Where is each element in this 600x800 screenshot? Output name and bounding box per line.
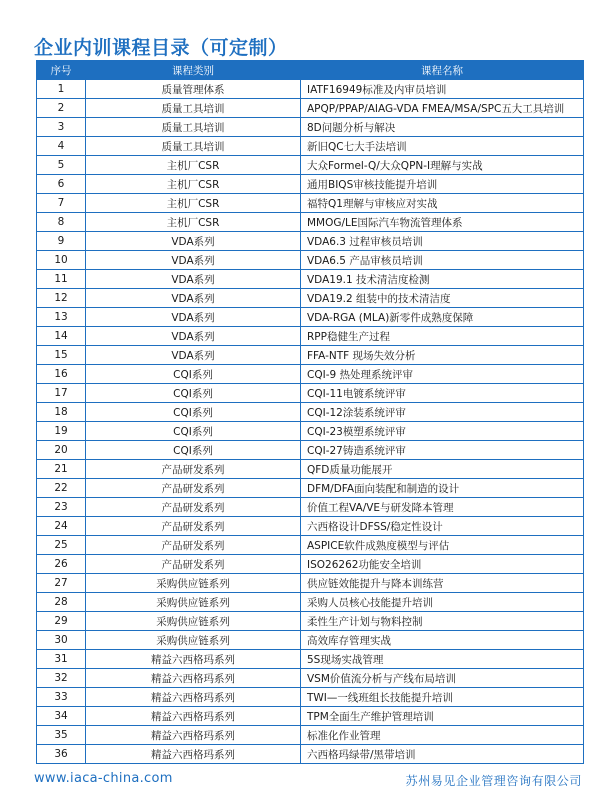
row-number: 1 bbox=[37, 80, 86, 99]
row-number: 31 bbox=[37, 650, 86, 669]
row-category: 质量工具培训 bbox=[86, 118, 301, 137]
table-row bbox=[37, 175, 584, 194]
row-category: 采购供应链系列 bbox=[86, 593, 301, 612]
page-title: 企业内训课程目录（可定制） bbox=[34, 37, 288, 59]
row-number: 22 bbox=[37, 479, 86, 498]
row-course-name: 供应链效能提升与降本训练营 bbox=[301, 574, 584, 593]
row-course-name: CQI-9 热处理系统评审 bbox=[301, 365, 584, 384]
row-number: 34 bbox=[37, 707, 86, 726]
table-row bbox=[37, 593, 584, 612]
row-category: VDA系列 bbox=[86, 346, 301, 365]
row-category: 精益六西格玛系列 bbox=[86, 688, 301, 707]
row-course-name: 5S现场实战管理 bbox=[301, 650, 584, 669]
row-category: CQI系列 bbox=[86, 403, 301, 422]
row-number: 24 bbox=[37, 517, 86, 536]
table-row bbox=[37, 289, 584, 308]
row-number: 26 bbox=[37, 555, 86, 574]
row-course-name: VDA6.3 过程审核员培训 bbox=[301, 232, 584, 251]
table-row bbox=[37, 99, 584, 118]
row-category: 主机厂CSR bbox=[86, 156, 301, 175]
table-row bbox=[37, 612, 584, 631]
table-row bbox=[37, 460, 584, 479]
table-row bbox=[37, 346, 584, 365]
row-course-name: FFA-NTF 现场失效分析 bbox=[301, 346, 584, 365]
row-category: 精益六西格玛系列 bbox=[86, 726, 301, 745]
row-number: 30 bbox=[37, 631, 86, 650]
row-category: VDA系列 bbox=[86, 270, 301, 289]
row-number: 5 bbox=[37, 156, 86, 175]
row-course-name: IATF16949标准及内审员培训 bbox=[301, 80, 584, 99]
row-course-name: CQI-11电镀系统评审 bbox=[301, 384, 584, 403]
row-course-name: VSM价值流分析与产线布局培训 bbox=[301, 669, 584, 688]
table-row bbox=[37, 726, 584, 745]
table-row bbox=[37, 422, 584, 441]
row-category: 质量工具培训 bbox=[86, 137, 301, 156]
table-body bbox=[37, 80, 584, 764]
row-number: 36 bbox=[37, 745, 86, 764]
table-row bbox=[37, 536, 584, 555]
table-row bbox=[37, 365, 584, 384]
row-course-name: VDA19.2 组装中的技术清洁度 bbox=[301, 289, 584, 308]
course-catalog-table bbox=[36, 60, 584, 764]
row-course-name: ISO26262功能安全培训 bbox=[301, 555, 584, 574]
table-row bbox=[37, 650, 584, 669]
row-course-name: 大众Formel-Q/大众QPN-I理解与实战 bbox=[301, 156, 584, 175]
row-number: 16 bbox=[37, 365, 86, 384]
row-number: 32 bbox=[37, 669, 86, 688]
row-category: CQI系列 bbox=[86, 441, 301, 460]
row-category: 精益六西格玛系列 bbox=[86, 650, 301, 669]
row-category: 产品研发系列 bbox=[86, 460, 301, 479]
row-category: CQI系列 bbox=[86, 384, 301, 403]
table-row bbox=[37, 232, 584, 251]
footer-company: 苏州易见企业管理咨询有限公司 bbox=[405, 774, 582, 788]
table-row bbox=[37, 479, 584, 498]
row-number: 3 bbox=[37, 118, 86, 137]
table-row bbox=[37, 555, 584, 574]
table-row bbox=[37, 441, 584, 460]
row-course-name: 8D问题分析与解决 bbox=[301, 118, 584, 137]
table-row bbox=[37, 80, 584, 99]
table-row bbox=[37, 498, 584, 517]
row-category: VDA系列 bbox=[86, 232, 301, 251]
row-course-name: 价值工程VA/VE与研发降本管理 bbox=[301, 498, 584, 517]
row-course-name: TWI—一线班组长技能提升培训 bbox=[301, 688, 584, 707]
row-category: 采购供应链系列 bbox=[86, 612, 301, 631]
row-number: 10 bbox=[37, 251, 86, 270]
table-row bbox=[37, 517, 584, 536]
row-course-name: CQI-23模塑系统评审 bbox=[301, 422, 584, 441]
row-course-name: 标准化作业管理 bbox=[301, 726, 584, 745]
table-row bbox=[37, 688, 584, 707]
row-number: 19 bbox=[37, 422, 86, 441]
row-category: CQI系列 bbox=[86, 422, 301, 441]
row-category: VDA系列 bbox=[86, 251, 301, 270]
table-header-row bbox=[37, 61, 584, 80]
row-category: 精益六西格玛系列 bbox=[86, 707, 301, 726]
table-row bbox=[37, 118, 584, 137]
row-course-name: VDA6.5 产品审核员培训 bbox=[301, 251, 584, 270]
header-number: 序号 bbox=[37, 61, 86, 80]
row-category: CQI系列 bbox=[86, 365, 301, 384]
row-number: 27 bbox=[37, 574, 86, 593]
row-course-name: APQP/PPAP/AIAG-VDA FMEA/MSA/SPC五大工具培训 bbox=[301, 99, 584, 118]
row-category: 主机厂CSR bbox=[86, 194, 301, 213]
table-row bbox=[37, 194, 584, 213]
row-category: 产品研发系列 bbox=[86, 555, 301, 574]
row-course-name: 新旧QC七大手法培训 bbox=[301, 137, 584, 156]
row-number: 17 bbox=[37, 384, 86, 403]
row-number: 8 bbox=[37, 213, 86, 232]
row-course-name: VDA-RGA (MLA)新零件成熟度保障 bbox=[301, 308, 584, 327]
row-number: 11 bbox=[37, 270, 86, 289]
row-course-name: MMOG/LE国际汽车物流管理体系 bbox=[301, 213, 584, 232]
row-course-name: 柔性生产计划与物料控制 bbox=[301, 612, 584, 631]
footer-website[interactable]: www.iaca-china.com bbox=[34, 771, 173, 786]
row-course-name: 通用BIQS审核技能提升培训 bbox=[301, 175, 584, 194]
table-row bbox=[37, 707, 584, 726]
row-number: 21 bbox=[37, 460, 86, 479]
row-number: 33 bbox=[37, 688, 86, 707]
row-number: 23 bbox=[37, 498, 86, 517]
table-row bbox=[37, 251, 584, 270]
row-category: 采购供应链系列 bbox=[86, 631, 301, 650]
row-category: 产品研发系列 bbox=[86, 517, 301, 536]
row-number: 12 bbox=[37, 289, 86, 308]
row-category: VDA系列 bbox=[86, 308, 301, 327]
row-category: 质量管理体系 bbox=[86, 80, 301, 99]
row-number: 15 bbox=[37, 346, 86, 365]
row-category: 主机厂CSR bbox=[86, 175, 301, 194]
row-category: 产品研发系列 bbox=[86, 536, 301, 555]
row-course-name: CQI-27铸造系统评审 bbox=[301, 441, 584, 460]
table-row bbox=[37, 745, 584, 764]
row-course-name: 采购人员核心技能提升培训 bbox=[301, 593, 584, 612]
row-course-name: 六西格玛绿带/黑带培训 bbox=[301, 745, 584, 764]
row-category: 主机厂CSR bbox=[86, 213, 301, 232]
table-row bbox=[37, 327, 584, 346]
row-category: VDA系列 bbox=[86, 289, 301, 308]
row-course-name: 福特Q1理解与审核应对实战 bbox=[301, 194, 584, 213]
table-row bbox=[37, 156, 584, 175]
row-course-name: VDA19.1 技术清洁度检测 bbox=[301, 270, 584, 289]
table-row bbox=[37, 270, 584, 289]
row-number: 4 bbox=[37, 137, 86, 156]
row-course-name: TPM全面生产维护管理培训 bbox=[301, 707, 584, 726]
table-row bbox=[37, 137, 584, 156]
table-row bbox=[37, 403, 584, 422]
row-number: 6 bbox=[37, 175, 86, 194]
row-number: 18 bbox=[37, 403, 86, 422]
table-row bbox=[37, 384, 584, 403]
row-number: 29 bbox=[37, 612, 86, 631]
table-row bbox=[37, 308, 584, 327]
row-category: 采购供应链系列 bbox=[86, 574, 301, 593]
row-number: 25 bbox=[37, 536, 86, 555]
row-course-name: CQI-12涂装系统评审 bbox=[301, 403, 584, 422]
row-category: VDA系列 bbox=[86, 327, 301, 346]
row-category: 产品研发系列 bbox=[86, 498, 301, 517]
row-category: 质量工具培训 bbox=[86, 99, 301, 118]
header-course-name: 课程名称 bbox=[301, 61, 584, 80]
row-number: 9 bbox=[37, 232, 86, 251]
row-number: 13 bbox=[37, 308, 86, 327]
row-course-name: RPP稳健生产过程 bbox=[301, 327, 584, 346]
row-course-name: ASPICE软件成熟度模型与评估 bbox=[301, 536, 584, 555]
row-course-name: QFD质量功能展开 bbox=[301, 460, 584, 479]
row-category: 精益六西格玛系列 bbox=[86, 669, 301, 688]
table-row bbox=[37, 213, 584, 232]
row-course-name: DFM/DFA面向装配和制造的设计 bbox=[301, 479, 584, 498]
table-row bbox=[37, 669, 584, 688]
table-row bbox=[37, 574, 584, 593]
row-course-name: 高效库存管理实战 bbox=[301, 631, 584, 650]
row-number: 7 bbox=[37, 194, 86, 213]
row-number: 28 bbox=[37, 593, 86, 612]
row-number: 14 bbox=[37, 327, 86, 346]
row-course-name: 六西格设计DFSS/稳定性设计 bbox=[301, 517, 584, 536]
row-category: 精益六西格玛系列 bbox=[86, 745, 301, 764]
row-number: 20 bbox=[37, 441, 86, 460]
table-row bbox=[37, 631, 584, 650]
row-category: 产品研发系列 bbox=[86, 479, 301, 498]
row-number: 2 bbox=[37, 99, 86, 118]
header-category: 课程类别 bbox=[86, 61, 301, 80]
row-number: 35 bbox=[37, 726, 86, 745]
